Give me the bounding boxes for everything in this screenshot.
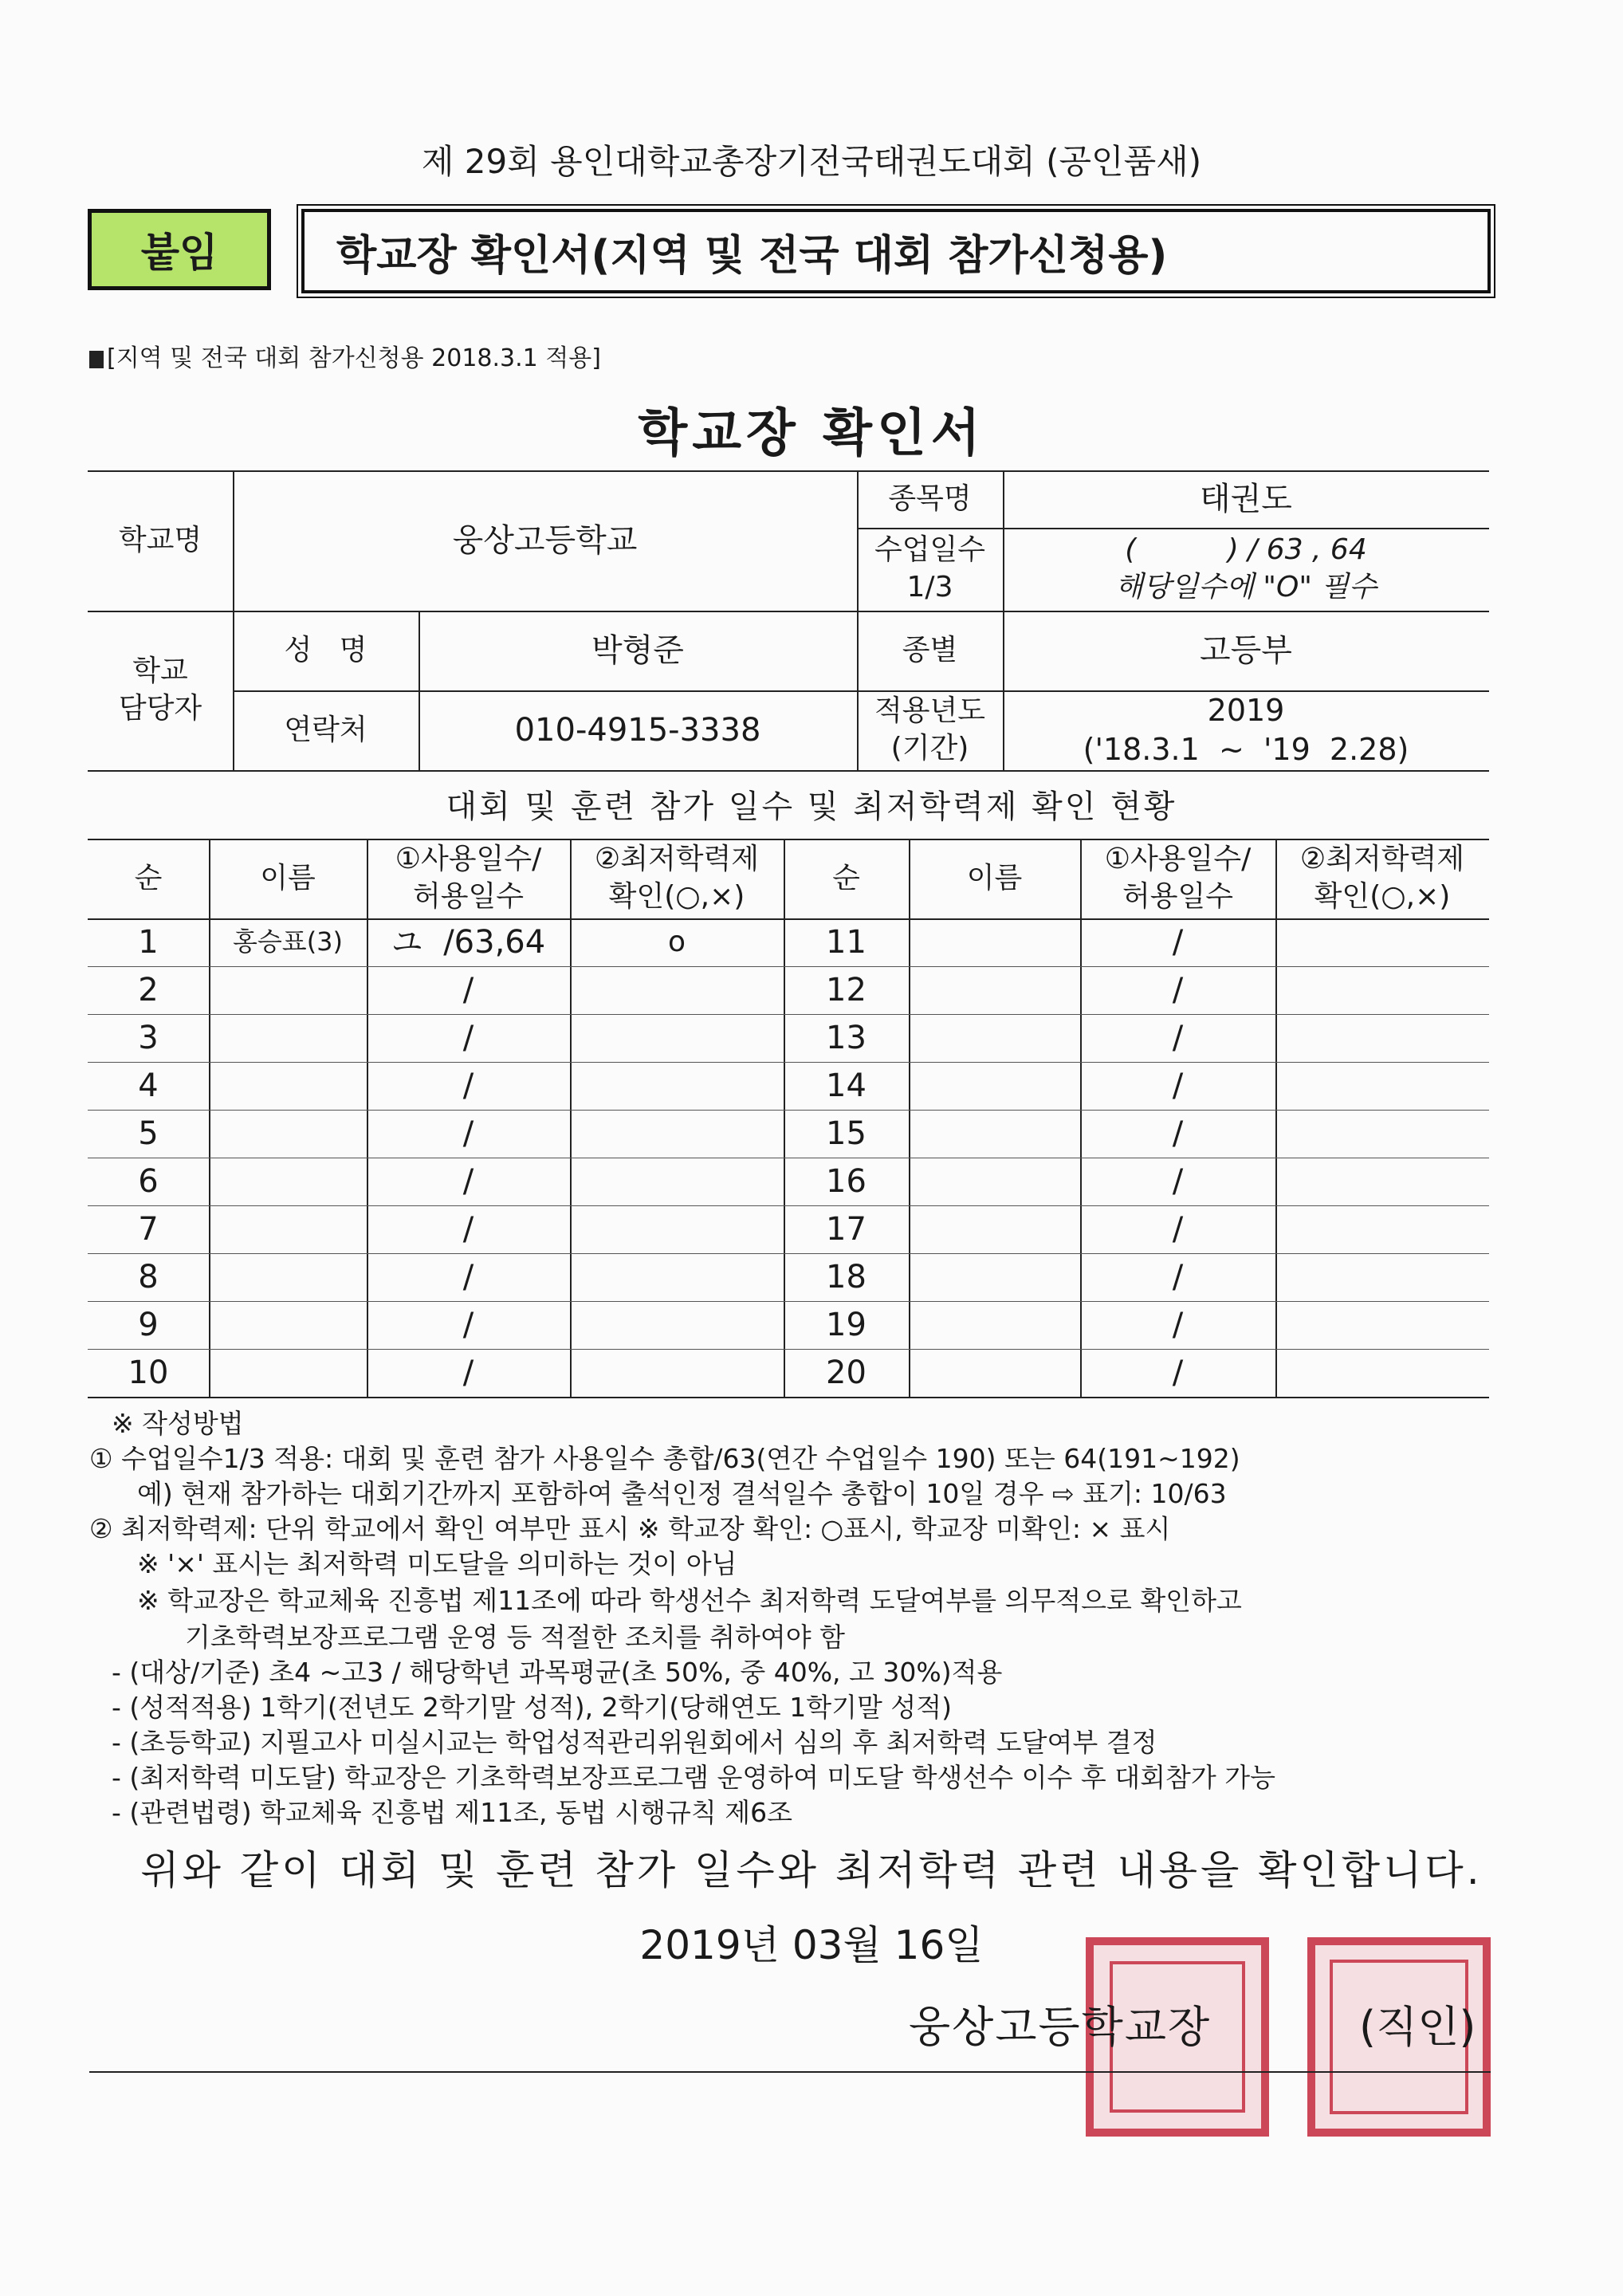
row-5-days: /	[462, 1115, 474, 1152]
row-20-check	[1275, 1349, 1489, 1397]
row-9-no: 9	[138, 1307, 159, 1343]
square-bullet-icon	[89, 351, 104, 368]
row-16-check	[1275, 1158, 1489, 1205]
row-19-days: /	[1172, 1307, 1184, 1343]
division-label: 종별	[902, 633, 958, 666]
row-15-days: /	[1172, 1115, 1184, 1152]
row-1-check: o	[667, 925, 686, 958]
row-11-check	[1275, 918, 1489, 966]
days-label-line2: 1/3	[906, 571, 953, 603]
row-17-check	[1275, 1205, 1489, 1253]
row-15-name	[909, 1110, 1080, 1158]
row-10-check	[570, 1349, 784, 1397]
row-12-no: 12	[826, 972, 867, 1008]
row-12-days: /	[1172, 972, 1184, 1008]
row-11-no: 11	[826, 924, 867, 961]
row-4-no: 4	[138, 1067, 159, 1104]
row-5-check	[570, 1110, 784, 1158]
days-label	[857, 528, 1003, 611]
sport-label: 종목명	[888, 482, 972, 515]
note-2a: ② 최저학력제: 단위 학교에서 확인 여부만 표시 ※ 학교장 확인: ○표시, 학교장 미확인: × 표시	[89, 1513, 1171, 1544]
principal-name: 웅상고등학교장	[909, 2002, 1212, 2052]
scope-note-text: [지역 및 전국 대회 참가신청용 2018.3.1 적용]	[107, 344, 601, 372]
row-3-check	[570, 1014, 784, 1062]
days-value-line2: 해당일수에 "O" 필수	[1115, 571, 1377, 603]
row-6-check	[570, 1158, 784, 1205]
contact-value: 010-4915-3338	[514, 712, 761, 749]
row-15-no: 15	[826, 1115, 867, 1152]
year-value-line1: 2019	[1207, 692, 1285, 728]
row-4-name	[209, 1062, 367, 1110]
row-20-name	[909, 1349, 1080, 1397]
seal-label: (직인)	[1359, 2002, 1476, 2052]
year-value-line2: ('18.3.1 ~ '19 2.28)	[1083, 732, 1409, 767]
confirm-statement: 위와 같이 대회 및 훈련 참가 일수와 최저학력 관련 내용을 확인합니다.	[140, 1847, 1483, 1893]
row-12-check	[1275, 966, 1489, 1014]
row-8-name	[209, 1253, 367, 1301]
days-label-line1: 수업일수	[874, 533, 986, 567]
attach-badge: 붙임	[88, 209, 271, 290]
row-2-no: 2	[138, 972, 159, 1008]
header-check-right	[1275, 839, 1489, 918]
year-label	[857, 690, 1003, 770]
row-20-days: /	[1172, 1354, 1184, 1391]
row-5-name	[209, 1110, 367, 1158]
event-title: 제 29회 용인대학교총장기전국태권도대회 (공인품새)	[421, 142, 1202, 181]
signature-line	[89, 2071, 1491, 2073]
year-label-line1: 적용년도	[874, 694, 986, 728]
note-2d: 기초학력보장프로그램 운영 등 적절한 조치를 취하여야 함	[185, 1622, 846, 1653]
header-days-line2: 허용일수	[412, 880, 525, 913]
header-days-right-line1: ①사용일수/	[1104, 843, 1252, 876]
header-days-line1: ①사용일수/	[395, 843, 542, 876]
row-17-name	[909, 1205, 1080, 1253]
row-2-days: /	[462, 972, 474, 1008]
row-3-days: /	[462, 1020, 474, 1056]
row-14-no: 14	[826, 1067, 867, 1104]
header-no: 순	[134, 861, 163, 894]
header-check-line2: 확인(○,×)	[608, 880, 745, 913]
row-1-name: 홍승표(3)	[232, 926, 344, 957]
row-1-no: 1	[138, 924, 159, 961]
header-days-right-line2: 허용일수	[1122, 880, 1234, 913]
header-check	[570, 839, 784, 918]
sport-value: 태권도	[1200, 481, 1292, 517]
division-value: 고등부	[1200, 632, 1292, 669]
form-title: 학교장 확인서(지역 및 전국 대회 참가신청용)	[301, 209, 1491, 293]
row-17-no: 17	[826, 1211, 867, 1248]
year-label-line2: (기간)	[890, 732, 969, 765]
row-13-days: /	[1172, 1020, 1184, 1056]
row-16-name	[909, 1158, 1080, 1205]
name-label: 성 명	[284, 633, 367, 666]
days-value	[1003, 528, 1489, 611]
manager-label-line1: 학교	[132, 655, 188, 688]
row-13-check	[1275, 1014, 1489, 1062]
header-check-right-line1: ②최저학력제	[1299, 843, 1465, 876]
row-17-days: /	[1172, 1211, 1184, 1248]
header-check-line1: ②최저학력제	[594, 843, 760, 876]
note-1b: 예) 현재 참가하는 대회기간까지 포함하여 출석인정 결석일수 총합이 10일 경우 ⇨ 표기: 10/63	[137, 1478, 1227, 1509]
row-16-days: /	[1172, 1163, 1184, 1200]
note-1a: ① 수업일수1/3 적용: 대회 및 훈련 참가 사용일수 총합/63(연간 수업일수 190) 또는 64(191~192)	[89, 1443, 1240, 1474]
row-18-no: 18	[826, 1259, 867, 1295]
row-19-no: 19	[826, 1307, 867, 1343]
row-19-name	[909, 1301, 1080, 1349]
row-15-check	[1275, 1110, 1489, 1158]
row-12-name	[909, 966, 1080, 1014]
row-11-days: /	[1172, 924, 1184, 961]
row-6-no: 6	[138, 1163, 159, 1200]
bullet-elementary: - (초등학교) 지필고사 미실시교는 학업성적관리위원회에서 심의 후 최저학력 도달여부 결정	[112, 1727, 1157, 1758]
row-7-name	[209, 1205, 367, 1253]
row-9-check	[570, 1301, 784, 1349]
row-16-no: 16	[826, 1163, 867, 1200]
row-9-days: /	[462, 1307, 474, 1343]
row-1-days: ユ /63,64	[391, 924, 546, 961]
row-20-no: 20	[826, 1354, 867, 1391]
name-value: 박형준	[591, 632, 684, 669]
row-8-no: 8	[138, 1259, 159, 1295]
school-label: 학교명	[118, 523, 202, 556]
header-no-right: 순	[832, 861, 860, 894]
row-3-name	[209, 1014, 367, 1062]
row-10-no: 10	[128, 1354, 169, 1391]
header-name-right: 이름	[966, 861, 1023, 894]
row-13-name	[909, 1014, 1080, 1062]
row-6-name	[209, 1158, 367, 1205]
contact-label: 연락처	[284, 713, 367, 746]
header-name: 이름	[260, 861, 316, 894]
doc-title: 학교장 확인서	[638, 404, 985, 463]
row-6-days: /	[462, 1163, 474, 1200]
manager-label	[88, 611, 233, 770]
row-7-no: 7	[138, 1211, 159, 1248]
note-2c: ※ 학교장은 학교체육 진흥법 제11조에 따라 학생선수 최저학력 도달여부를 의무적으로 확인하고	[137, 1585, 1242, 1616]
row-10-days: /	[462, 1354, 474, 1391]
row-19-check	[1275, 1301, 1489, 1349]
bullet-grades: - (성적적용) 1학기(전년도 2학기말 성적), 2학기(당해연도 1학기말 성적)	[112, 1692, 953, 1723]
header-days	[367, 839, 570, 918]
row-18-days: /	[1172, 1259, 1184, 1295]
document-date: 2019년 03월 16일	[639, 1922, 984, 1968]
header-days-right	[1080, 839, 1275, 918]
row-14-name	[909, 1062, 1080, 1110]
bullet-below-minimum: - (최저학력 미도달) 학교장은 기초학력보장프로그램 운영하여 미도달 학생선수 이수 후 대회참가 가능	[112, 1762, 1276, 1793]
year-value	[1003, 690, 1489, 770]
row-8-check	[570, 1253, 784, 1301]
row-18-check	[1275, 1253, 1489, 1301]
row-4-check	[570, 1062, 784, 1110]
row-14-check	[1275, 1062, 1489, 1110]
bullet-target: - (대상/기준) 초4 ~고3 / 해당학년 과목평균(초 50%, 중 40%, 고 30%)적용	[112, 1657, 1003, 1688]
row-2-check	[570, 966, 784, 1014]
row-9-name	[209, 1301, 367, 1349]
row-7-check	[570, 1205, 784, 1253]
days-value-line1: ( ) / 63 , 64	[1125, 533, 1367, 567]
row-2-name	[209, 966, 367, 1014]
row-11-name	[909, 918, 1080, 966]
row-14-days: /	[1172, 1067, 1184, 1104]
notes-heading: ※ 작성방법	[112, 1408, 244, 1439]
bullet-law: - (관련법령) 학교체육 진흥법 제11조, 동법 시행규칙 제6조	[112, 1797, 792, 1828]
row-18-name	[909, 1253, 1080, 1301]
row-8-days: /	[462, 1259, 474, 1295]
header-check-right-line2: 확인(○,×)	[1314, 880, 1451, 913]
manager-label-line2: 담당자	[118, 692, 202, 725]
note-2b: ※ '×' 표시는 최저학력 미도달을 의미하는 것이 아님	[137, 1548, 737, 1579]
row-10-name	[209, 1349, 367, 1397]
row-5-no: 5	[138, 1115, 159, 1152]
section-title: 대회 및 훈련 참가 일수 및 최저학력제 확인 현황	[446, 788, 1177, 825]
row-3-no: 3	[138, 1020, 159, 1056]
row-7-days: /	[462, 1211, 474, 1248]
row-13-no: 13	[826, 1020, 867, 1056]
row-4-days: /	[462, 1067, 474, 1104]
scope-note	[89, 338, 601, 373]
school-value: 웅상고등학교	[452, 522, 638, 559]
